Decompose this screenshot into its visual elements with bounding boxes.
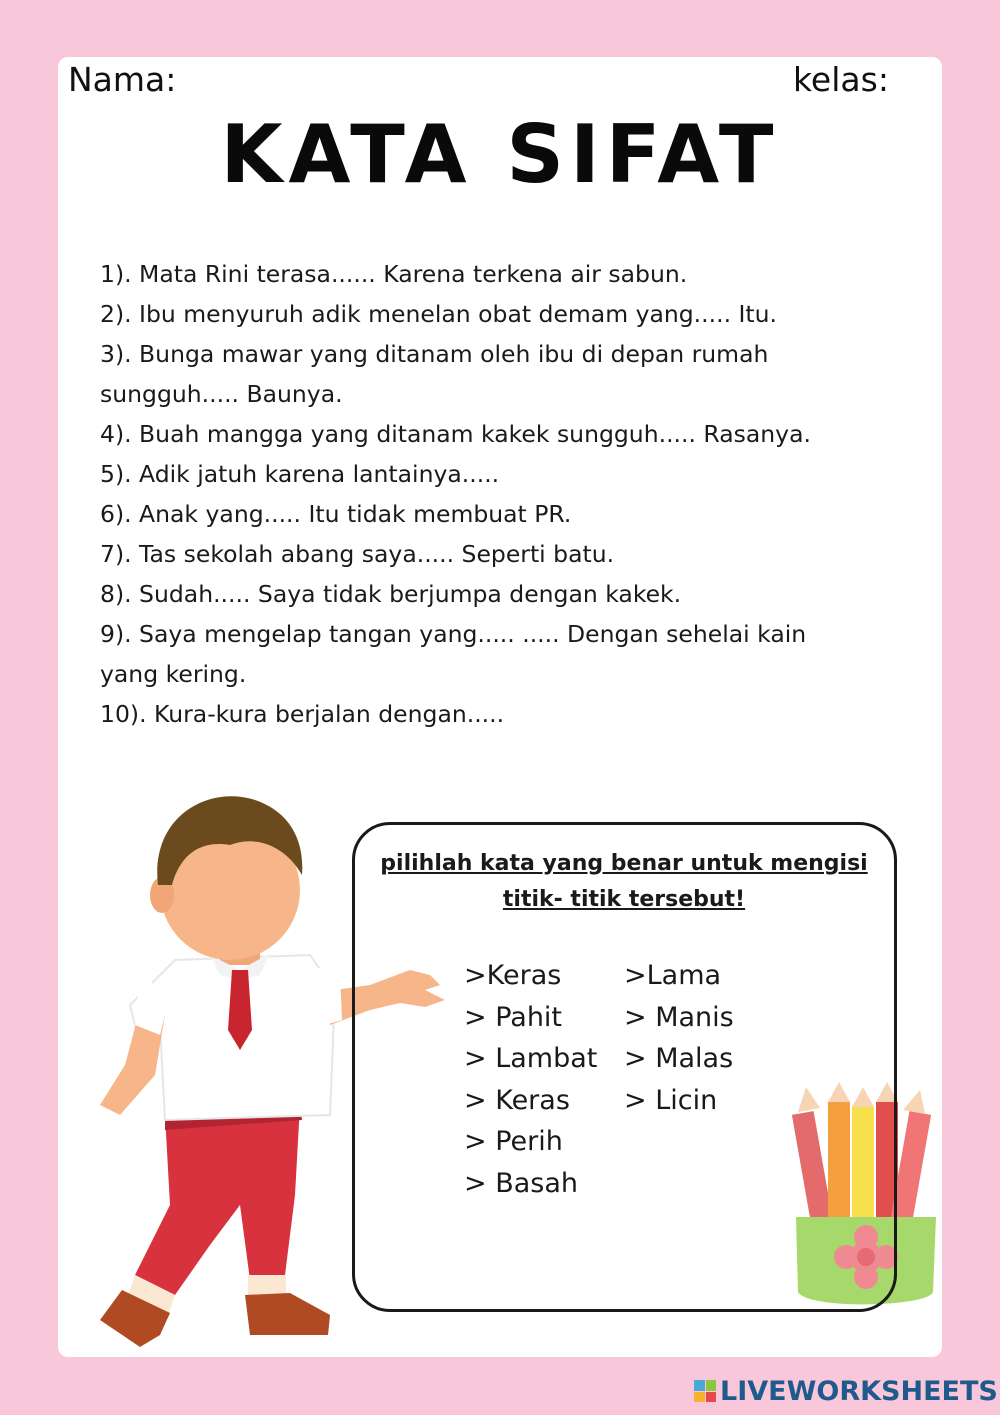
- question-line: 1). Mata Rini terasa...... Karena terkena air sabun.: [100, 260, 688, 288]
- question-line: 4). Buah mangga yang ditanam kakek sungguh..... Rasanya.: [100, 420, 811, 448]
- options-column-1: [464, 955, 597, 1204]
- instruction-line: pilihlah kata yang benar untuk mengisi: [380, 851, 868, 876]
- word-option: > Pahit: [464, 1001, 563, 1033]
- nama-label: Nama:: [68, 60, 177, 99]
- question-list: [100, 254, 890, 734]
- question-line: 2). Ibu menyuruh adik menelan obat demam yang..... Itu.: [100, 300, 778, 328]
- question-line: 10). Kura-kura berjalan dengan.....: [100, 700, 505, 728]
- instruction-text: [360, 846, 888, 918]
- question-line: 6). Anak yang..... Itu tidak membuat PR.: [100, 500, 572, 528]
- word-option: > Manis: [624, 1001, 734, 1033]
- liveworksheets-logo-icon: [694, 1380, 716, 1402]
- word-option: > Licin: [624, 1084, 718, 1116]
- question-line: 3). Bunga mawar yang ditanam oleh ibu di depan rumah: [100, 340, 769, 368]
- brand-name: LIVEWORKSHEETS: [720, 1375, 998, 1407]
- question-line: 8). Sudah..... Saya tidak berjumpa dengan kakek.: [100, 580, 682, 608]
- kelas-label: kelas:: [793, 60, 889, 99]
- options-column-2: [624, 955, 734, 1121]
- word-option: > Perih: [464, 1126, 563, 1157]
- word-option: > Lambat: [464, 1043, 598, 1074]
- page-title: KATA SIFAT: [220, 108, 780, 201]
- question-line: sungguh..... Baunya.: [100, 380, 343, 408]
- word-option: > Basah: [464, 1167, 578, 1199]
- question-line: 9). Saya mengelap tangan yang..... ..... Dengan sehelai kain: [100, 620, 807, 648]
- liveworksheets-logo: [694, 1376, 998, 1406]
- word-option: >Keras: [464, 960, 562, 991]
- word-option: > Malas: [624, 1043, 734, 1074]
- question-line: 5). Adik jatuh karena lantainya.....: [100, 460, 500, 488]
- question-line: yang kering.: [100, 660, 247, 688]
- word-option: >Lama: [624, 960, 722, 991]
- word-option: > Keras: [464, 1084, 570, 1116]
- instruction-line: titik- titik tersebut!: [502, 887, 746, 912]
- question-line: 7). Tas sekolah abang saya..... Seperti batu.: [100, 540, 615, 568]
